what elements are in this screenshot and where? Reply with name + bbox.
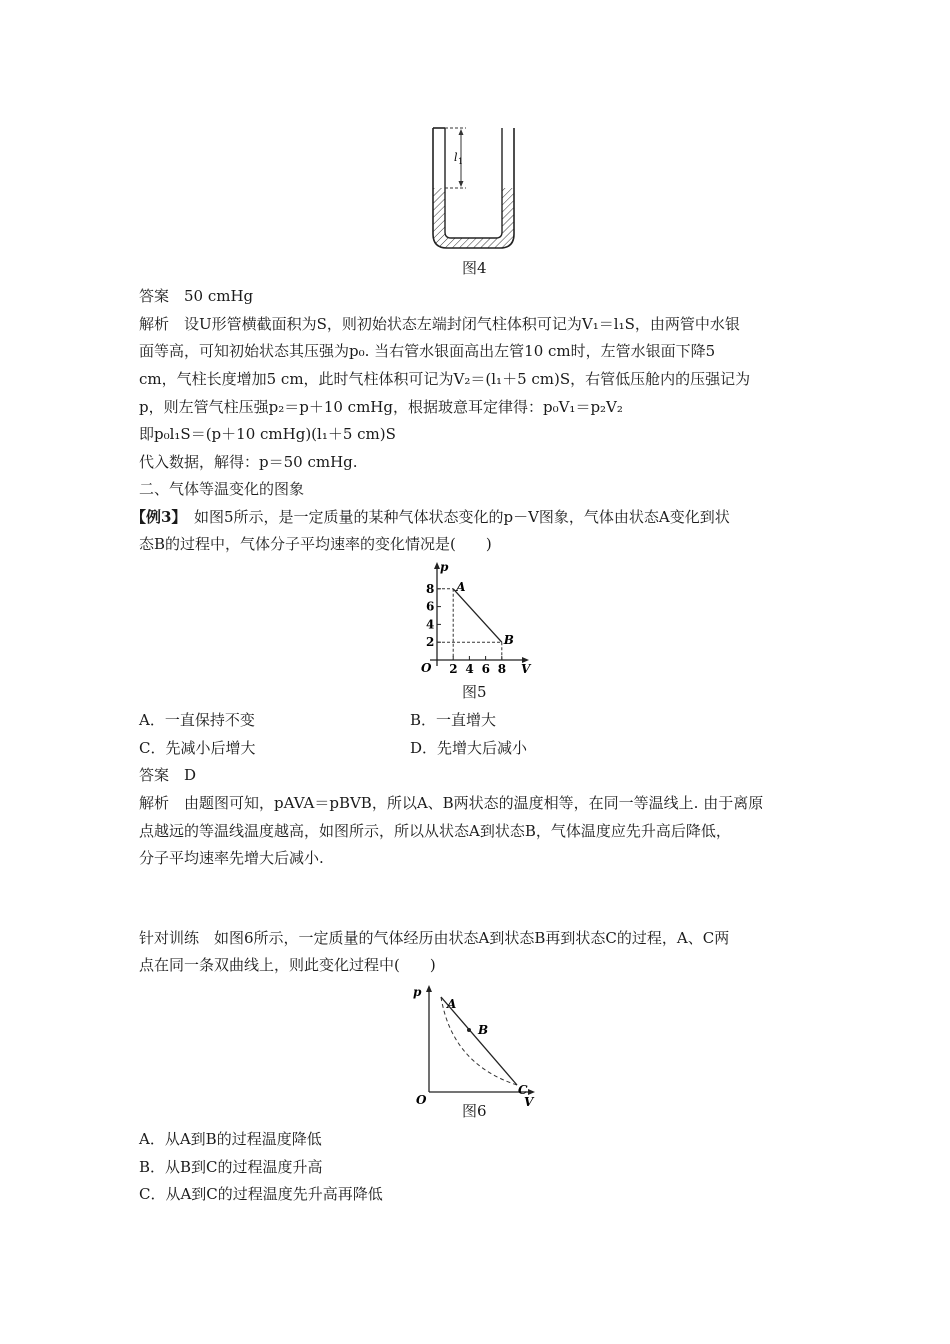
ex2-analysis-line-1: 解析 设U形管横截面积为S，则初始状态左端封闭气柱体积可记为V₁＝l₁S，由两管中水银 [139, 315, 740, 333]
fig5-point-b-label: B [503, 633, 514, 648]
ex3-analysis-line-3: 分子平均速率先增大后减小. [139, 849, 324, 867]
ex2-analysis-line-4: p，则左管气柱压强p₂＝p＋10 cmHg，根据玻意耳定律得：p₀V₁＝p₂V₂ [139, 398, 623, 416]
fig5-x-tick-label: 6 [481, 662, 490, 676]
fig5-caption: 图5 [462, 683, 487, 701]
fig5-y-tick-label: 8 [426, 581, 435, 596]
drill-option-c: C．从A到C的过程温度先升高再降低 [139, 1185, 383, 1203]
fig6-axis-x-label: V [524, 1095, 534, 1109]
l1-label: l [454, 151, 458, 164]
fig5-x-tick-label: 4 [465, 662, 474, 676]
drill-option-b: B．从B到C的过程温度升高 [139, 1158, 323, 1176]
fig5-y-tick-label: 4 [426, 617, 435, 632]
ex2-analysis-line-2: 面等高，可知初始状态其压强为p₀. 当右管水银面高出左管10 cm时，左管水银面下降5 [139, 342, 716, 360]
drill-option-a: A．从A到B的过程温度降低 [139, 1130, 322, 1148]
fig6-point-b-label: B [478, 1023, 489, 1037]
ex3-analysis-line-1: 解析 由题图可知，pAVA＝pBVB，所以A、B两状态的温度相等，在同一等温线上. 由于离原 [139, 794, 764, 812]
fig4-u-tube-diagram [0, 120, 950, 260]
fig5-x-tick-label: 8 [497, 662, 507, 676]
fig5-point-a-label: A [456, 579, 466, 594]
tube-inner-wall [445, 128, 502, 238]
fig5-pv-chart [0, 558, 950, 688]
fig6-caption: 图6 [462, 1102, 487, 1120]
svg-text:1: 1 [458, 157, 464, 166]
ex3-option-b: B．一直增大 [410, 711, 497, 729]
fig6-point-a-label: A [447, 997, 457, 1011]
ex3-option-d: D．先增大后减小 [410, 739, 528, 757]
fig6-axis-y-label: p [413, 985, 422, 999]
ex2-answer: 答案 50 cmHg [139, 287, 254, 305]
ex3-option-a: A．一直保持不变 [139, 711, 255, 729]
drill-question-line-1: 针对训练 如图6所示，一定质量的气体经历由状态A到状态B再到状态C的过程，A、C两 [139, 929, 730, 947]
ex2-equation-2: 代入数据，解得：p＝50 cmHg. [139, 453, 358, 471]
fig6-point-c-label: C [518, 1083, 528, 1097]
ex3-label: 【例3】 [131, 508, 179, 526]
section-2-title: 二、气体等温变化的图象 [139, 480, 305, 498]
ex2-analysis-line-3: cm，气柱长度增加5 cm，此时气柱体积可记为V₂＝(l₁＋5 cm)S，右管低压舱内的压强记为 [139, 370, 751, 388]
fig6-point-b [467, 1028, 471, 1032]
ex3-question-line-2: 态B的过程中，气体分子平均速率的变化情况是( ) [139, 535, 492, 553]
fig6-pv-diagram [0, 982, 950, 1109]
ex3-option-c: C．先减小后增大 [139, 739, 256, 757]
fig6-origin: O [416, 1093, 427, 1107]
ex3-answer: 答案 D [139, 766, 197, 784]
ex3-analysis-line-2: 点越远的等温线温度越高，如图所示，所以从状态A到状态B，气体温度应先升高后降低， [139, 822, 731, 840]
fig4-caption: 图4 [462, 259, 487, 277]
fig5-y-tick-label: 6 [426, 599, 435, 614]
fig5-axis-x-label: V [521, 662, 531, 676]
fig5-x-tick-label: 2 [449, 662, 458, 676]
drill-question-line-2: 点在同一条双曲线上，则此变化过程中( ) [139, 956, 436, 974]
fig5-process-line-ab [453, 589, 502, 642]
ex2-equation-1: 即p₀l₁S＝(p＋10 cmHg)(l₁＋5 cm)S [139, 425, 396, 443]
ex3-question-line-1: 【例3】 如图5所示，是一定质量的某种气体状态变化的p－V图象，气体由状态A变化到状 [131, 508, 730, 526]
fig5-origin: O [421, 661, 432, 675]
fig5-axis-y-label: p [440, 560, 449, 574]
fig5-y-tick-label: 2 [426, 635, 435, 650]
